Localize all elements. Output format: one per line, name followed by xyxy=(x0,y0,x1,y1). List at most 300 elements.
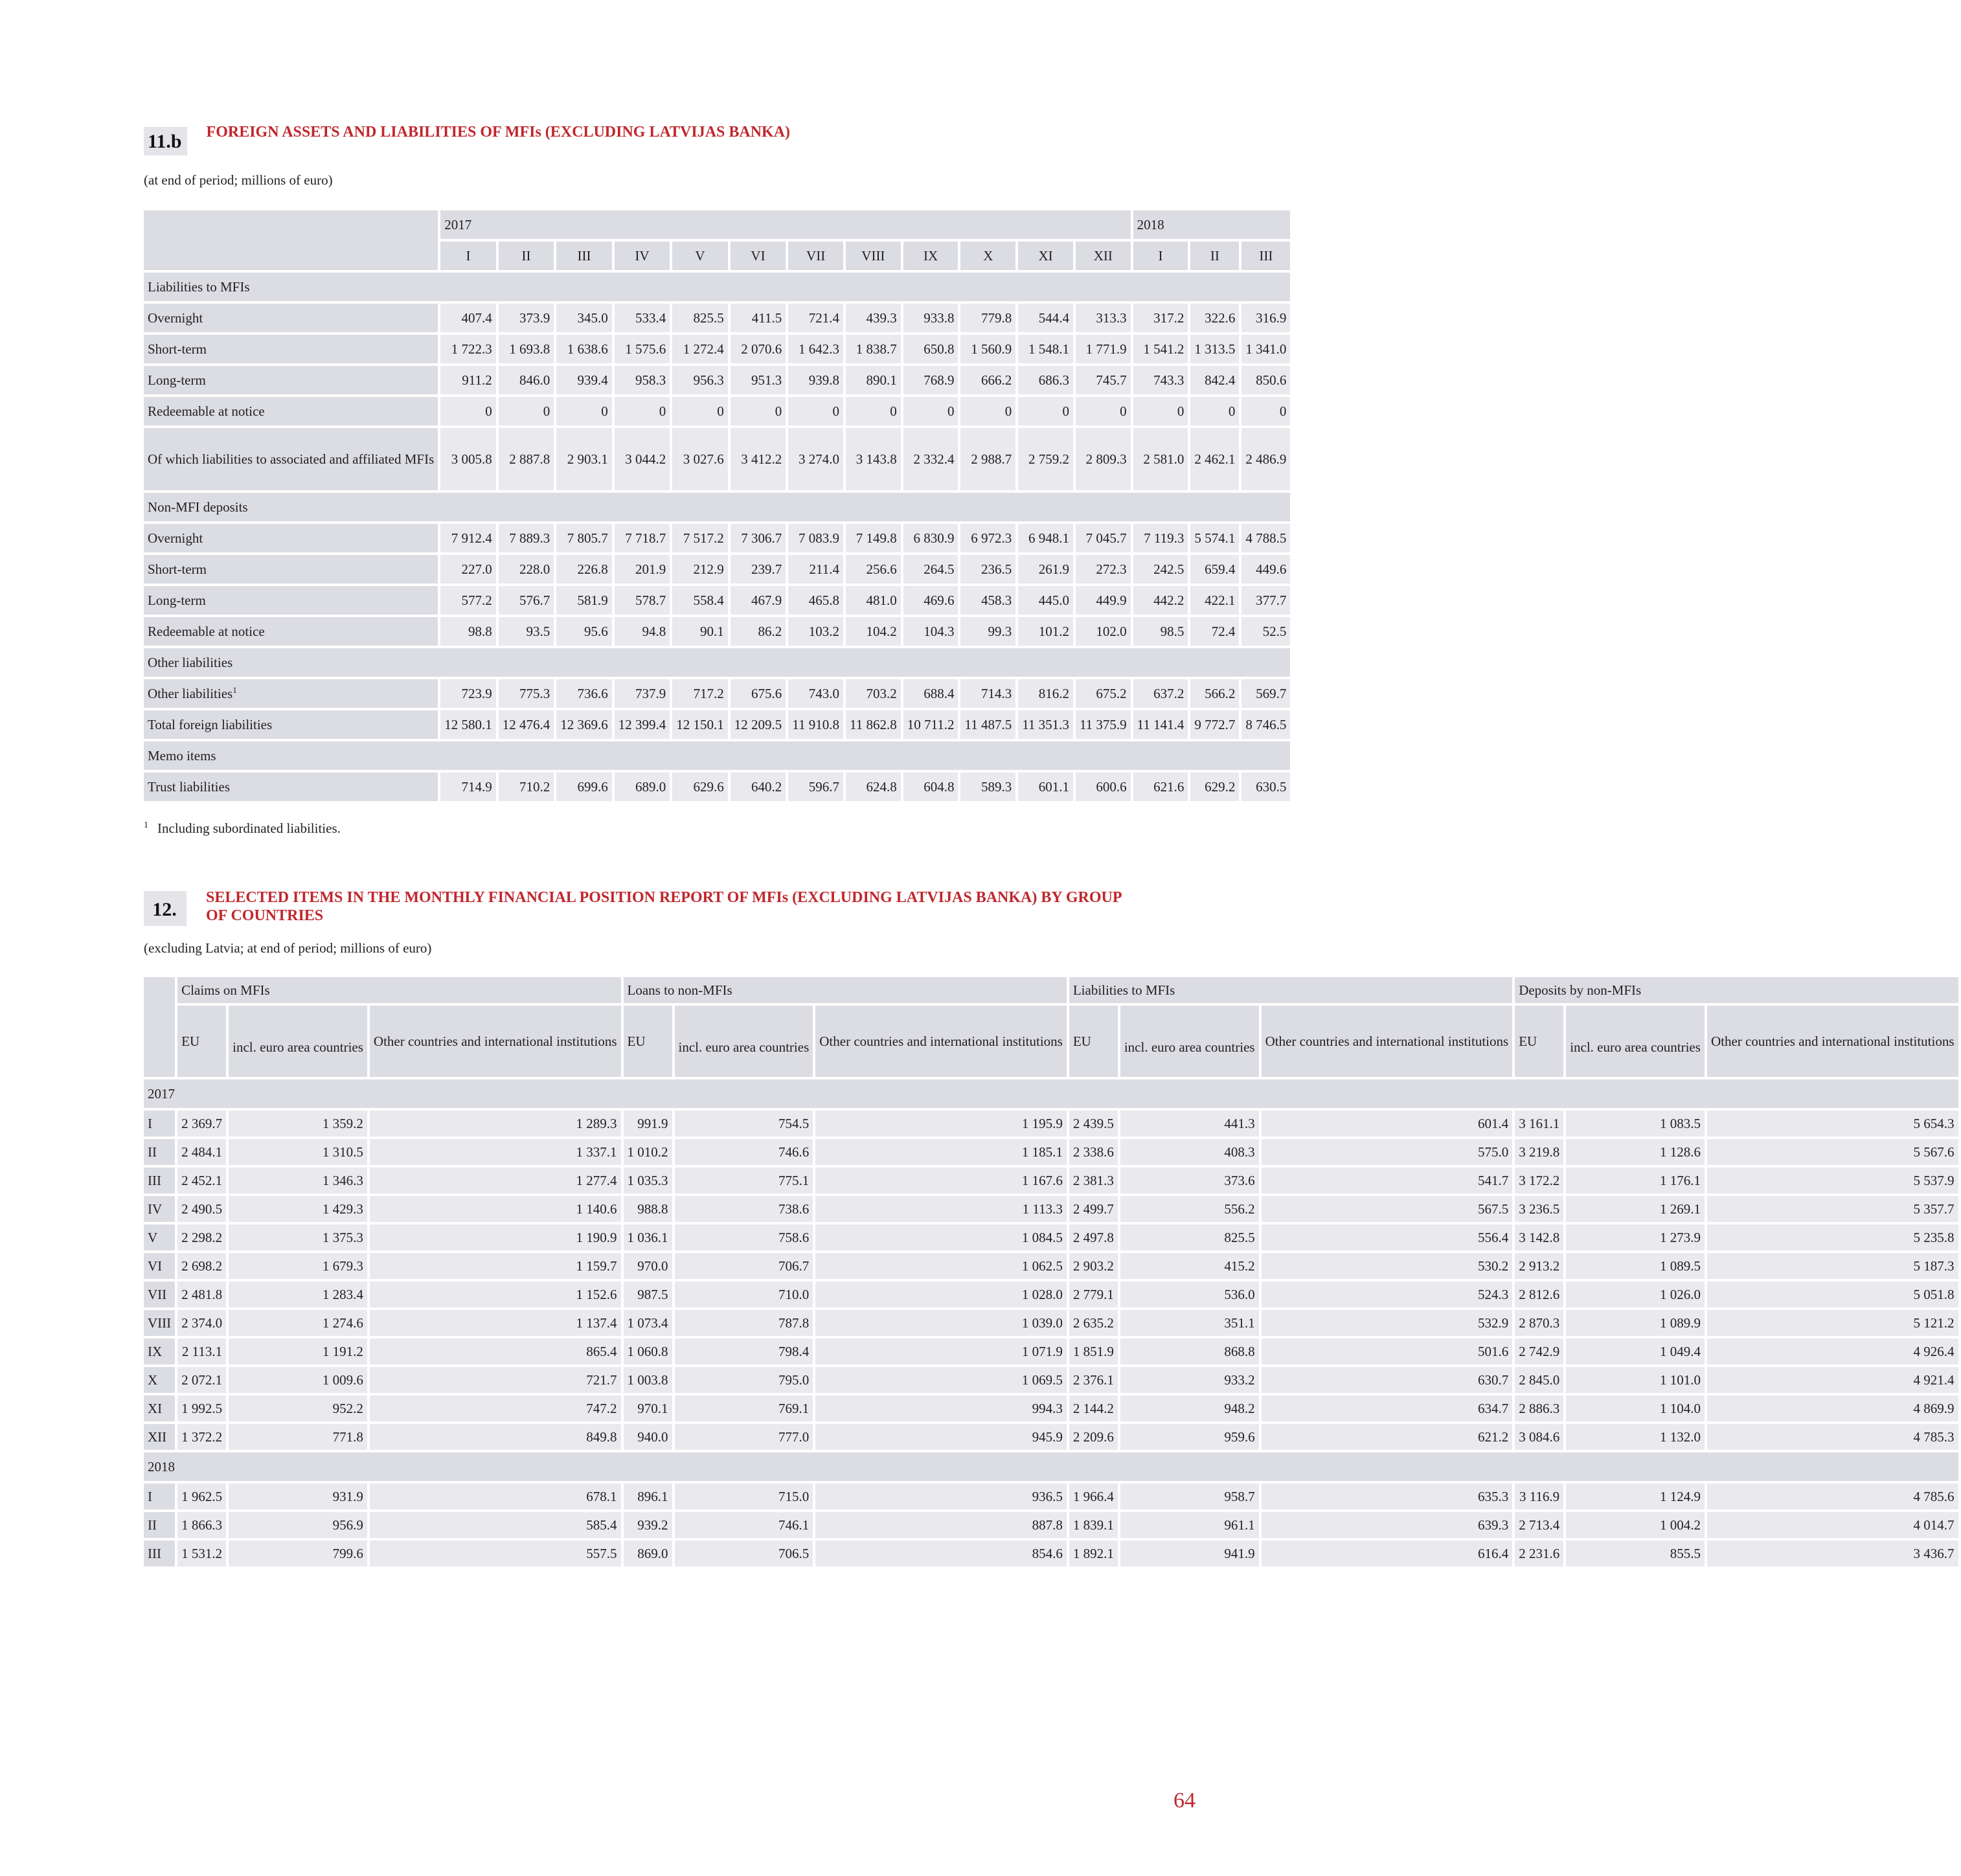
table-cell: 5 357.7 xyxy=(1707,1196,1958,1222)
eu-header: EU xyxy=(1069,1006,1118,1077)
table-cell: 1 313.5 xyxy=(1190,335,1239,363)
table-cell: 686.3 xyxy=(1018,366,1073,394)
table-cell: 717.2 xyxy=(672,679,728,708)
group-header: Liabilities to MFIs xyxy=(1069,977,1512,1003)
table-cell: 2 635.2 xyxy=(1069,1310,1118,1336)
table-row xyxy=(144,1196,1958,1222)
row-label: Of which liabilities to associated and affiliated MFIs xyxy=(144,428,438,490)
table-cell: 846.0 xyxy=(499,366,554,394)
table-cell: 589.3 xyxy=(960,773,1015,801)
table-cell: 256.6 xyxy=(846,555,901,583)
table-row xyxy=(144,1111,1958,1136)
table-cell: 4 926.4 xyxy=(1707,1339,1958,1364)
table-cell: 2 144.2 xyxy=(1069,1396,1118,1421)
table-cell: 556.2 xyxy=(1120,1196,1259,1222)
month-header: IV xyxy=(615,242,670,270)
month-label: IV xyxy=(144,1196,175,1222)
row-label: Short-term xyxy=(144,555,438,583)
table-cell: 721.4 xyxy=(788,304,843,332)
table-cell: 449.9 xyxy=(1076,586,1131,615)
table-cell: 0 xyxy=(440,397,496,425)
table-cell: 745.7 xyxy=(1076,366,1131,394)
section-subtitle: (excluding Latvia; at end of period; millions of euro) xyxy=(144,940,432,956)
table-row xyxy=(144,710,1290,739)
table-cell: 239.7 xyxy=(731,555,786,583)
table-cell: 777.0 xyxy=(675,1424,813,1450)
table-cell: 1 273.9 xyxy=(1566,1225,1705,1250)
table-cell: 849.8 xyxy=(370,1424,621,1450)
other-countries-header: Other countries and international institutions xyxy=(815,1006,1067,1077)
table-cell: 9 772.7 xyxy=(1190,710,1239,739)
table-cell: 629.2 xyxy=(1190,773,1239,801)
table-cell: 3 142.8 xyxy=(1515,1225,1563,1250)
table-cell: 958.3 xyxy=(615,366,670,394)
table-cell: 415.2 xyxy=(1120,1253,1259,1279)
table-row xyxy=(144,1541,1958,1566)
table-cell: 2 072.1 xyxy=(177,1367,226,1393)
table-cell: 1 060.8 xyxy=(624,1339,672,1364)
table-cell: 775.3 xyxy=(499,679,554,708)
table-cell: 2 338.6 xyxy=(1069,1139,1118,1165)
table-cell: 11 910.8 xyxy=(788,710,843,739)
row-label-text: Other liabilities xyxy=(148,686,233,701)
section-12-header xyxy=(144,891,1193,926)
table-cell: 941.9 xyxy=(1120,1541,1259,1566)
table-cell: 2 497.8 xyxy=(1069,1225,1118,1250)
table-cell: 442.2 xyxy=(1133,586,1188,615)
table-cell: 93.5 xyxy=(499,617,554,646)
month-label: III xyxy=(144,1541,175,1566)
table-cell: 316.9 xyxy=(1241,304,1290,332)
table-cell: 737.9 xyxy=(615,679,670,708)
table-cell: 939.4 xyxy=(556,366,612,394)
table-cell: 99.3 xyxy=(960,617,1015,646)
table-cell: 90.1 xyxy=(672,617,728,646)
table-cell: 3 116.9 xyxy=(1515,1484,1563,1509)
table-cell: 102.0 xyxy=(1076,617,1131,646)
table-cell: 576.7 xyxy=(499,586,554,615)
table-cell: 956.3 xyxy=(672,366,728,394)
table-cell: 3 044.2 xyxy=(615,428,670,490)
table-cell: 1 693.8 xyxy=(499,335,554,363)
table-cell: 825.5 xyxy=(672,304,728,332)
table-cell: 911.2 xyxy=(440,366,496,394)
month-header: XII xyxy=(1076,242,1131,270)
table-cell: 743.3 xyxy=(1133,366,1188,394)
table-cell: 373.9 xyxy=(499,304,554,332)
table-cell: 1 132.0 xyxy=(1566,1424,1705,1450)
table-cell: 441.3 xyxy=(1120,1111,1259,1136)
table-cell: 2 713.4 xyxy=(1515,1512,1563,1538)
table-cell: 467.9 xyxy=(731,586,786,615)
table-cell: 1 429.3 xyxy=(229,1196,367,1222)
table-cell: 2 742.9 xyxy=(1515,1339,1563,1364)
table-12 xyxy=(141,975,1961,1569)
table-cell: 1 346.3 xyxy=(229,1168,367,1193)
table-cell: 7 912.4 xyxy=(440,524,496,552)
table-cell: 1 531.2 xyxy=(177,1541,226,1566)
table-cell: 373.6 xyxy=(1120,1168,1259,1193)
group-other-liabilities-label: Other liabilities xyxy=(144,648,1290,677)
table-cell: 2 376.1 xyxy=(1069,1367,1118,1393)
table-cell: 1 337.1 xyxy=(370,1139,621,1165)
table-cell: 5 235.8 xyxy=(1707,1225,1958,1250)
table-cell: 2 332.4 xyxy=(903,428,958,490)
table-cell: 945.9 xyxy=(815,1424,1067,1450)
table-cell: 0 xyxy=(615,397,670,425)
table-cell: 3 219.8 xyxy=(1515,1139,1563,1165)
table-cell: 3 027.6 xyxy=(672,428,728,490)
table-cell: 1 185.1 xyxy=(815,1139,1067,1165)
table-cell: 1 028.0 xyxy=(815,1282,1067,1307)
table-cell: 738.6 xyxy=(675,1196,813,1222)
table-cell: 714.9 xyxy=(440,773,496,801)
table-cell: 578.7 xyxy=(615,586,670,615)
table-cell: 675.6 xyxy=(731,679,786,708)
table-cell: 1 004.2 xyxy=(1566,1512,1705,1538)
table-cell: 12 476.4 xyxy=(499,710,554,739)
table-cell: 1 073.4 xyxy=(624,1310,672,1336)
table-cell: 408.3 xyxy=(1120,1139,1259,1165)
incl-euro-header: incl. euro area countries xyxy=(1566,1006,1705,1077)
row-label: Redeemable at notice xyxy=(144,617,438,646)
table-cell: 2 499.7 xyxy=(1069,1196,1118,1222)
table-cell: 2 231.6 xyxy=(1515,1541,1563,1566)
sub-header-row xyxy=(144,1006,1958,1077)
table-cell: 501.6 xyxy=(1262,1339,1513,1364)
table-row xyxy=(144,397,1290,425)
month-label: VI xyxy=(144,1253,175,1279)
table-cell: 2 698.2 xyxy=(177,1253,226,1279)
group-header: Deposits by non-MFIs xyxy=(1515,977,1958,1003)
table-cell: 1 962.5 xyxy=(177,1484,226,1509)
table-cell: 2 581.0 xyxy=(1133,428,1188,490)
table-cell: 948.2 xyxy=(1120,1396,1259,1421)
other-countries-header: Other countries and international institutions xyxy=(1707,1006,1958,1077)
table-cell: 855.5 xyxy=(1566,1541,1705,1566)
table-cell: 1 035.3 xyxy=(624,1168,672,1193)
table-cell: 1 341.0 xyxy=(1241,335,1290,363)
month-label: III xyxy=(144,1168,175,1193)
month-header: VII xyxy=(788,242,843,270)
table-cell: 1 866.3 xyxy=(177,1512,226,1538)
month-label: XII xyxy=(144,1424,175,1450)
table-cell: 1 191.2 xyxy=(229,1339,367,1364)
table-cell: 630.7 xyxy=(1262,1367,1513,1393)
table-cell: 825.5 xyxy=(1120,1225,1259,1250)
table-cell: 896.1 xyxy=(624,1484,672,1509)
year-row xyxy=(144,1452,1958,1481)
table-cell: 933.2 xyxy=(1120,1367,1259,1393)
table-cell: 6 972.3 xyxy=(960,524,1015,552)
table-cell: 86.2 xyxy=(731,617,786,646)
table-cell: 1 128.6 xyxy=(1566,1139,1705,1165)
row-label: Short-term xyxy=(144,335,438,363)
table-cell: 7 119.3 xyxy=(1133,524,1188,552)
table-cell: 3 143.8 xyxy=(846,428,901,490)
table-cell: 0 xyxy=(1190,397,1239,425)
table-cell: 469.6 xyxy=(903,586,958,615)
table-cell: 1 062.5 xyxy=(815,1253,1067,1279)
table-cell: 5 187.3 xyxy=(1707,1253,1958,1279)
table-cell: 481.0 xyxy=(846,586,901,615)
other-countries-header: Other countries and international institutions xyxy=(1262,1006,1513,1077)
table-cell: 634.7 xyxy=(1262,1396,1513,1421)
footnote-text: Including subordinated liabilities. xyxy=(157,820,341,836)
table-cell: 7 718.7 xyxy=(615,524,670,552)
table-cell: 865.4 xyxy=(370,1339,621,1364)
table-cell: 2 374.0 xyxy=(177,1310,226,1336)
table-cell: 272.3 xyxy=(1076,555,1131,583)
table-cell: 11 141.4 xyxy=(1133,710,1188,739)
table-cell: 12 369.6 xyxy=(556,710,612,739)
table-cell: 541.7 xyxy=(1262,1168,1513,1193)
other-countries-header: Other countries and international institutions xyxy=(370,1006,621,1077)
month-header: V xyxy=(672,242,728,270)
table-cell: 736.6 xyxy=(556,679,612,708)
table-cell: 1 359.2 xyxy=(229,1111,367,1136)
table-cell: 0 xyxy=(1133,397,1188,425)
table-cell: 0 xyxy=(788,397,843,425)
table-cell: 94.8 xyxy=(615,617,670,646)
table-cell: 798.4 xyxy=(675,1339,813,1364)
table-cell: 0 xyxy=(1241,397,1290,425)
table-row xyxy=(144,1168,1958,1193)
table-cell: 3 161.1 xyxy=(1515,1111,1563,1136)
table-cell: 530.2 xyxy=(1262,1253,1513,1279)
table-cell: 4 788.5 xyxy=(1241,524,1290,552)
table-cell: 0 xyxy=(556,397,612,425)
table-cell: 524.3 xyxy=(1262,1282,1513,1307)
month-header: III xyxy=(556,242,612,270)
month-header: II xyxy=(1190,242,1239,270)
section-number: 11.b xyxy=(144,127,187,155)
group-header: Claims on MFIs xyxy=(177,977,620,1003)
table-cell: 7 889.3 xyxy=(499,524,554,552)
table-cell: 2 812.6 xyxy=(1515,1282,1563,1307)
table-cell: 970.1 xyxy=(624,1396,672,1421)
month-label: VIII xyxy=(144,1310,175,1336)
table-cell: 1 274.6 xyxy=(229,1310,367,1336)
table-cell: 596.7 xyxy=(788,773,843,801)
table-cell: 939.8 xyxy=(788,366,843,394)
table-cell: 577.2 xyxy=(440,586,496,615)
table-cell: 5 654.3 xyxy=(1707,1111,1958,1136)
table-cell: 5 051.8 xyxy=(1707,1282,1958,1307)
table-cell: 261.9 xyxy=(1018,555,1073,583)
table-cell: 2 481.8 xyxy=(177,1282,226,1307)
table-cell: 98.5 xyxy=(1133,617,1188,646)
table-cell: 1 839.1 xyxy=(1069,1512,1118,1538)
table-row xyxy=(144,428,1290,490)
table-cell: 6 948.1 xyxy=(1018,524,1073,552)
month-label: XI xyxy=(144,1396,175,1421)
month-header: II xyxy=(499,242,554,270)
table-cell: 1 104.0 xyxy=(1566,1396,1705,1421)
eu-header: EU xyxy=(624,1006,672,1077)
table-cell: 5 121.2 xyxy=(1707,1310,1958,1336)
table-cell: 630.5 xyxy=(1241,773,1290,801)
group-non-mfi-deposits xyxy=(144,493,1290,521)
table-cell: 710.0 xyxy=(675,1282,813,1307)
table-cell: 629.6 xyxy=(672,773,728,801)
group-non-mfi-deposits-label: Non-MFI deposits xyxy=(144,493,1290,521)
table-cell: 98.8 xyxy=(440,617,496,646)
table-cell: 0 xyxy=(499,397,554,425)
table-cell: 640.2 xyxy=(731,773,786,801)
section-title: FOREIGN ASSETS AND LIABILITIES OF MFIs (EXCLUDING LATVIJAS BANKA) xyxy=(206,124,791,141)
table-cell: 887.8 xyxy=(815,1512,1067,1538)
table-cell: 956.9 xyxy=(229,1512,367,1538)
table-cell: 407.4 xyxy=(440,304,496,332)
table-cell: 12 399.4 xyxy=(615,710,670,739)
table-cell: 0 xyxy=(1018,397,1073,425)
table-cell: 52.5 xyxy=(1241,617,1290,646)
table-cell: 958.7 xyxy=(1120,1484,1259,1509)
table-cell: 3 412.2 xyxy=(731,428,786,490)
table-cell: 952.2 xyxy=(229,1396,367,1421)
table-cell: 1 289.3 xyxy=(370,1111,621,1136)
table-cell: 659.4 xyxy=(1190,555,1239,583)
section-number: 12. xyxy=(144,891,187,926)
table-cell: 1 283.4 xyxy=(229,1282,367,1307)
table-cell: 703.2 xyxy=(846,679,901,708)
table-cell: 1 167.6 xyxy=(815,1168,1067,1193)
table-cell: 1 892.1 xyxy=(1069,1541,1118,1566)
row-label: Long-term xyxy=(144,586,438,615)
table-cell: 5 574.1 xyxy=(1190,524,1239,552)
table-cell: 7 149.8 xyxy=(846,524,901,552)
table-cell: 3 005.8 xyxy=(440,428,496,490)
table-row xyxy=(144,1512,1958,1538)
table-cell: 715.0 xyxy=(675,1484,813,1509)
table-cell: 532.9 xyxy=(1262,1310,1513,1336)
table-cell: 601.1 xyxy=(1018,773,1073,801)
table-cell: 7 805.7 xyxy=(556,524,612,552)
table-cell: 1 992.5 xyxy=(177,1396,226,1421)
table-cell: 787.8 xyxy=(675,1310,813,1336)
table-cell: 1 089.5 xyxy=(1566,1253,1705,1279)
table-cell: 11 862.8 xyxy=(846,710,901,739)
eu-header: EU xyxy=(177,1006,226,1077)
table-cell: 465.8 xyxy=(788,586,843,615)
table-cell: 2 462.1 xyxy=(1190,428,1239,490)
table-cell: 890.1 xyxy=(846,366,901,394)
group-other-liabilities xyxy=(144,648,1290,677)
table-cell: 616.4 xyxy=(1262,1541,1513,1566)
year-header-row xyxy=(144,210,1290,239)
table-row xyxy=(144,335,1290,363)
table-cell: 2 759.2 xyxy=(1018,428,1073,490)
table-cell: 351.1 xyxy=(1120,1310,1259,1336)
table-row xyxy=(144,1225,1958,1250)
table-cell: 1 679.3 xyxy=(229,1253,367,1279)
table-cell: 1 277.4 xyxy=(370,1168,621,1193)
table-cell: 850.6 xyxy=(1241,366,1290,394)
table-cell: 758.6 xyxy=(675,1225,813,1250)
table-cell: 3 172.2 xyxy=(1515,1168,1563,1193)
table-cell: 743.0 xyxy=(788,679,843,708)
table-cell: 242.5 xyxy=(1133,555,1188,583)
table-cell: 569.7 xyxy=(1241,679,1290,708)
table-cell: 799.6 xyxy=(229,1541,367,1566)
year-header: 2017 xyxy=(440,210,1130,239)
table-cell: 1 036.1 xyxy=(624,1225,672,1250)
table-row xyxy=(144,555,1290,583)
table-cell: 1 003.8 xyxy=(624,1367,672,1393)
table-cell: 1 375.3 xyxy=(229,1225,367,1250)
table-cell: 624.8 xyxy=(846,773,901,801)
table-cell: 2 886.3 xyxy=(1515,1396,1563,1421)
year-header: 2018 xyxy=(1133,210,1291,239)
table-cell: 842.4 xyxy=(1190,366,1239,394)
table-row xyxy=(144,617,1290,646)
table-cell: 101.2 xyxy=(1018,617,1073,646)
footnote-reference: 1 xyxy=(232,685,237,695)
table-cell: 1 771.9 xyxy=(1076,335,1131,363)
table-cell: 706.5 xyxy=(675,1541,813,1566)
table-cell: 675.2 xyxy=(1076,679,1131,708)
table-cell: 4 921.4 xyxy=(1707,1367,1958,1393)
table-cell: 103.2 xyxy=(788,617,843,646)
table-cell: 12 580.1 xyxy=(440,710,496,739)
table-cell: 1 310.5 xyxy=(229,1139,367,1165)
table-cell: 1 575.6 xyxy=(615,335,670,363)
group-liabilities-to-mfis-label: Liabilities to MFIs xyxy=(144,273,1290,301)
table-cell: 2 845.0 xyxy=(1515,1367,1563,1393)
table-cell: 439.3 xyxy=(846,304,901,332)
table-cell: 1 269.1 xyxy=(1566,1196,1705,1222)
table-cell: 1 548.1 xyxy=(1018,335,1073,363)
table-cell: 228.0 xyxy=(499,555,554,583)
month-header: XI xyxy=(1018,242,1073,270)
table-cell: 1 089.9 xyxy=(1566,1310,1705,1336)
table-cell: 12 150.1 xyxy=(672,710,728,739)
table-cell: 721.7 xyxy=(370,1367,621,1393)
table-cell: 771.8 xyxy=(229,1424,367,1450)
month-label: VII xyxy=(144,1282,175,1307)
section-subtitle: (at end of period; millions of euro) xyxy=(144,172,333,188)
table-cell: 2 913.2 xyxy=(1515,1253,1563,1279)
table-cell: 604.8 xyxy=(903,773,958,801)
table-cell: 1 084.5 xyxy=(815,1225,1067,1250)
table-cell: 566.2 xyxy=(1190,679,1239,708)
table-cell: 2 452.1 xyxy=(177,1168,226,1193)
table-cell: 939.2 xyxy=(624,1512,672,1538)
table-row xyxy=(144,1484,1958,1509)
table-cell: 104.3 xyxy=(903,617,958,646)
table-cell: 1 071.9 xyxy=(815,1339,1067,1364)
table-cell: 12 209.5 xyxy=(731,710,786,739)
table-cell: 961.1 xyxy=(1120,1512,1259,1538)
table-cell: 1 372.2 xyxy=(177,1424,226,1450)
table-cell: 7 083.9 xyxy=(788,524,843,552)
table-cell: 4 869.9 xyxy=(1707,1396,1958,1421)
group-memo-items-label: Memo items xyxy=(144,741,1290,770)
table-cell: 775.1 xyxy=(675,1168,813,1193)
table-cell: 2 381.3 xyxy=(1069,1168,1118,1193)
year-label: 2017 xyxy=(144,1079,1958,1108)
row-label: Total foreign liabilities xyxy=(144,710,438,739)
table-cell: 3 436.7 xyxy=(1707,1541,1958,1566)
table-11b xyxy=(141,208,1293,804)
table-cell: 11 487.5 xyxy=(960,710,1015,739)
table-cell: 637.2 xyxy=(1133,679,1188,708)
table-cell: 1 113.3 xyxy=(815,1196,1067,1222)
table-cell: 688.4 xyxy=(903,679,958,708)
table-cell: 8 746.5 xyxy=(1241,710,1290,739)
table-cell: 689.0 xyxy=(615,773,670,801)
